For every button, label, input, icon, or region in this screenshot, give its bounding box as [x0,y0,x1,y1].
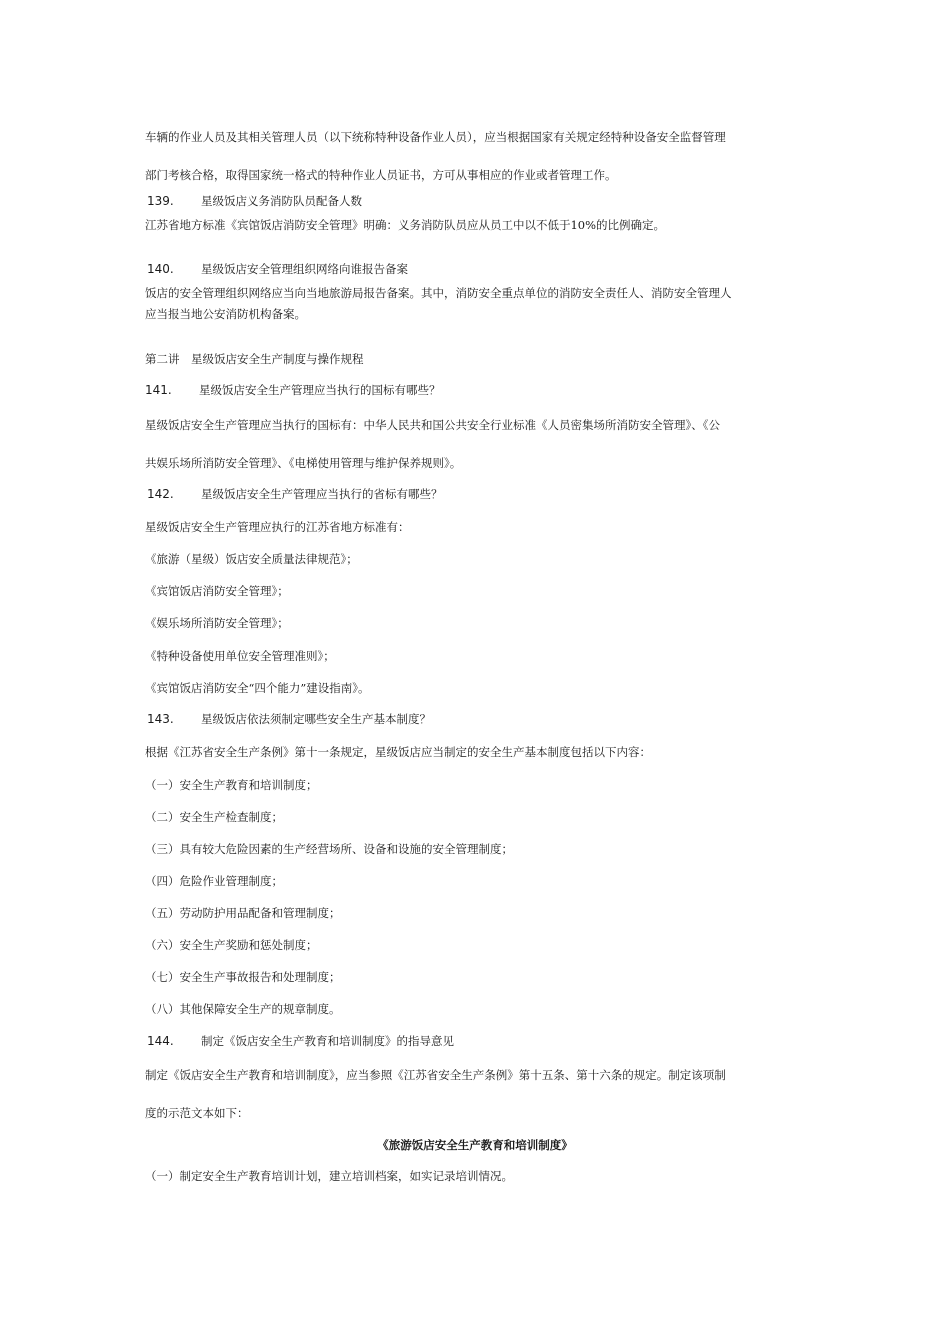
list-item: （一）安全生产教育和培训制度； [145,778,318,792]
paragraph-line: 车辆的作业人员及其相关管理人员（以下统称特种设备作业人员），应当根据国家有关规定经特种设备安全监督管理 [145,130,726,144]
question-number: 140. [147,262,174,276]
question-text: 制定《饭店安全生产教育和培训制度》的指导意见 [201,1034,454,1048]
list-item: （三）具有较大危险因素的生产经营场所、设备和设施的安全管理制度； [145,842,513,856]
question-number: 141. [145,383,172,397]
list-item: （四）危险作业管理制度； [145,874,283,888]
list-item: 《特种设备使用单位安全管理准则》； [145,649,335,663]
question-heading-142 [147,486,443,502]
answer-line: 制定《饭店安全生产教育和培训制度》，应当参照《江苏省安全生产条例》第十五条、第十六条的规定。制定该项制 [145,1068,726,1082]
question-heading-140 [147,261,408,277]
list-item: （六）安全生产奖励和惩处制度； [145,938,318,952]
sample-document-title: 《旅游饭店安全生产教育和培训制度》 [377,1138,573,1152]
question-text: 星级饭店安全生产管理应当执行的省标有哪些？ [201,487,443,501]
list-item: （五）劳动防护用品配备和管理制度； [145,906,341,920]
question-number: 139. [147,194,174,208]
question-text: 星级饭店安全管理组织网络向谁报告备案 [201,262,408,276]
question-heading-141 [145,382,441,398]
question-heading-144 [147,1033,454,1049]
list-item: 《旅游（星级）饭店安全质量法律规范》； [145,552,358,566]
question-text: 星级饭店义务消防队员配备人数 [201,194,362,208]
question-text: 星级饭店安全生产管理应当执行的国标有哪些？ [199,383,441,397]
question-number: 142. [147,487,174,501]
question-number: 143. [147,712,174,726]
list-item: 《娱乐场所消防安全管理》； [145,616,289,630]
answer-line: 应当报当地公安消防机构备案。 [145,307,306,321]
answer-line: 饭店的安全管理组织网络应当向当地旅游局报告备案。其中，消防安全重点单位的消防安全责任人、消防安全管理人 [145,286,732,300]
list-item: （一）制定安全生产教育培训计划，建立培训档案，如实记录培训情况。 [145,1169,513,1183]
answer-line: 星级饭店安全生产管理应执行的江苏省地方标准有： [145,520,410,534]
question-heading-143 [147,711,431,727]
answer-line: 度的示范文本如下： [145,1106,249,1120]
list-item: （七）安全生产事故报告和处理制度； [145,970,341,984]
list-item: （二）安全生产检查制度； [145,810,283,824]
question-heading-139 [147,193,362,209]
answer-line: 根据《江苏省安全生产条例》第十一条规定，星级饭店应当制定的安全生产基本制度包括以下内容： [145,745,651,759]
answer-line: 星级饭店安全生产管理应当执行的国标有：中华人民共和国公共安全行业标准《人员密集场所消防安全管理》、《公 [145,418,720,432]
list-item: 《宾馆饭店消防安全“四个能力”建设指南》。 [145,681,370,695]
question-text: 星级饭店依法须制定哪些安全生产基本制度？ [201,712,431,726]
lecture-heading: 第二讲 星级饭店安全生产制度与操作规程 [145,352,364,366]
paragraph-line: 部门考核合格，取得国家统一格式的特种作业人员证书，方可从事相应的作业或者管理工作。 [145,168,617,182]
answer-line: 共娱乐场所消防安全管理》、《电梯使用管理与维护保养规则》。 [145,456,462,470]
list-item: 《宾馆饭店消防安全管理》； [145,584,289,598]
question-number: 144. [147,1034,174,1048]
list-item: （八）其他保障安全生产的规章制度。 [145,1002,341,1016]
answer-line: 江苏省地方标准《宾馆饭店消防安全管理》明确：义务消防队员应从员工中以不低于10%的比例确定。 [145,218,666,232]
